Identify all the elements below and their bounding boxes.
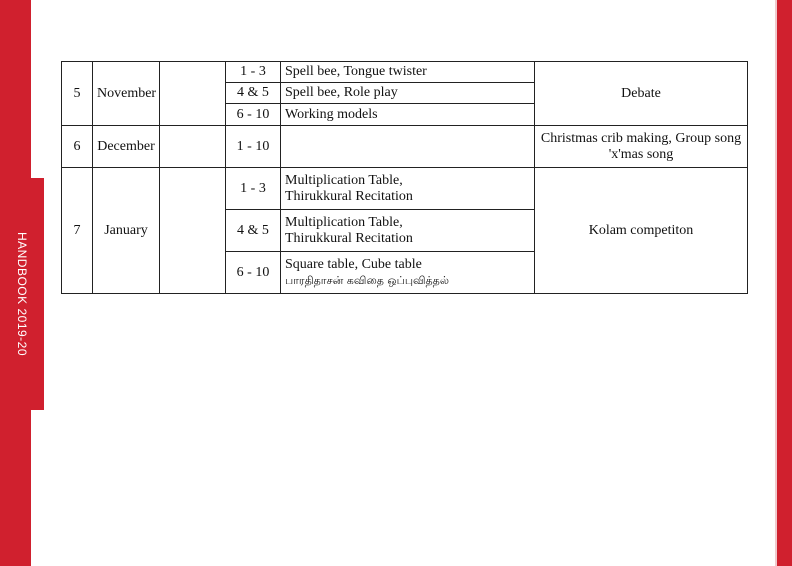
empty-cell (160, 168, 226, 294)
activity-line: Thirukkural Recitation (285, 188, 413, 204)
standard-cell: 6 - 10 (226, 252, 281, 294)
standard-cell: 6 - 10 (226, 104, 281, 126)
standard-cell: 1 - 10 (226, 126, 281, 168)
competition-cell: Debate (535, 62, 748, 126)
activity-line: Square table, Cube table (285, 256, 422, 272)
activity-cell (281, 252, 535, 294)
activity-line: Multiplication Table, (285, 214, 403, 230)
table-row (62, 126, 748, 168)
month-cell: December (93, 126, 160, 168)
activity-line: Thirukkural Recitation (285, 230, 413, 246)
activity-cell (281, 168, 535, 210)
row-number-cell: 5 (62, 62, 93, 126)
right-red-bar (777, 0, 792, 566)
activity-cell (281, 126, 535, 168)
standard-cell: 1 - 3 (226, 168, 281, 210)
activity-line: Multiplication Table, (285, 172, 403, 188)
table-row (62, 62, 748, 83)
table-row (62, 168, 748, 210)
activity-cell: Spell bee, Tongue twister (281, 62, 535, 83)
empty-cell (160, 62, 226, 126)
empty-cell (160, 126, 226, 168)
month-cell: January (93, 168, 160, 294)
activity-cell: Working models (281, 104, 535, 126)
competition-cell: Kolam competiton (535, 168, 748, 294)
handbook-side-tab-label: HANDBOOK 2019-20 (15, 231, 29, 357)
row-number-cell: 6 (62, 126, 93, 168)
month-cell: November (93, 62, 160, 126)
activity-cell (281, 210, 535, 252)
activity-cell: Spell bee, Role play (281, 83, 535, 104)
standard-cell: 4 & 5 (226, 83, 281, 104)
activity-line-tamil: பாரதிதாசன் கவிதை ஒப்புவித்தல் (285, 273, 449, 287)
activity-schedule-table (61, 61, 748, 294)
competition-cell: Christmas crib making, Group song 'x'mas song (535, 126, 748, 168)
standard-cell: 4 & 5 (226, 210, 281, 252)
standard-cell: 1 - 3 (226, 62, 281, 83)
row-number-cell: 7 (62, 168, 93, 294)
